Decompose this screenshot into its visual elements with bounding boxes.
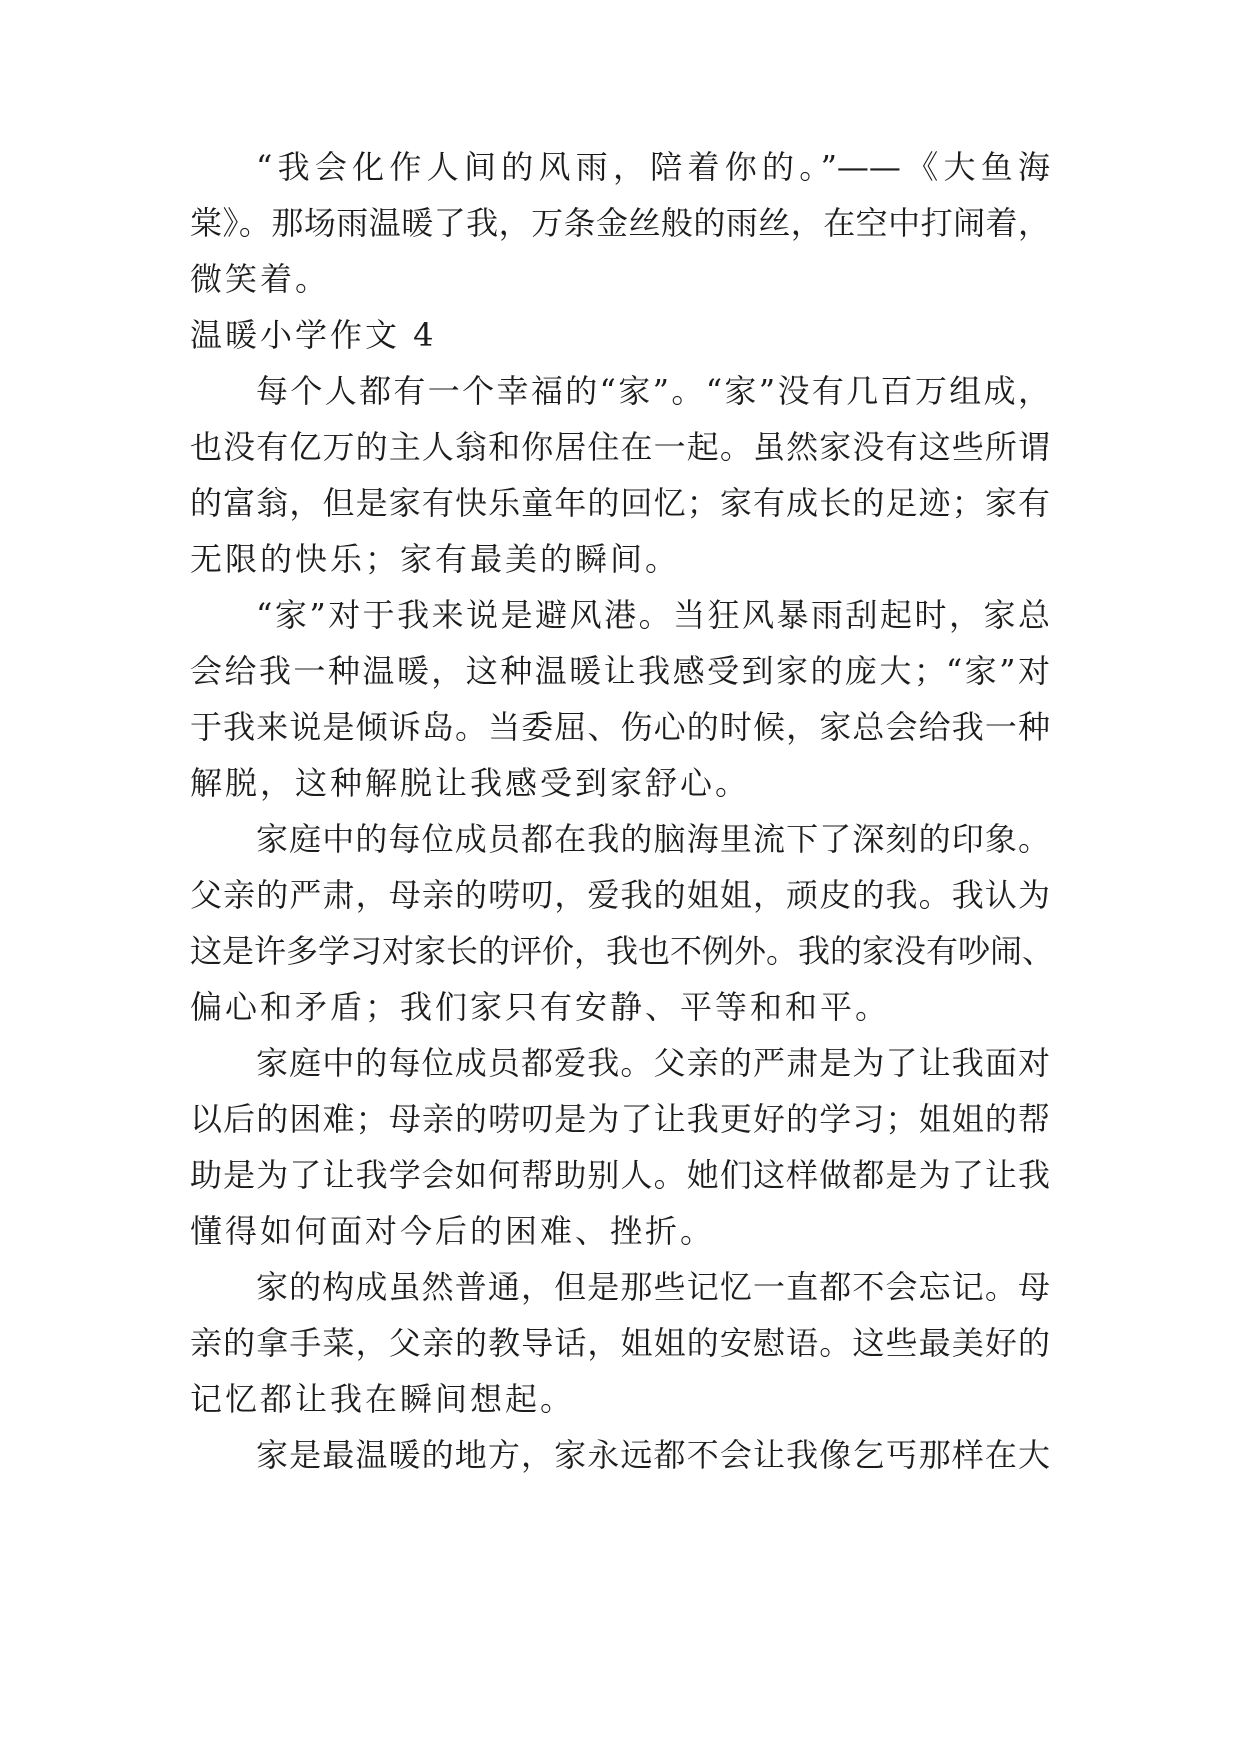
- paragraph-line: 家的构成虽然普通，但是那些记忆一直都不会忘记。母: [256, 1268, 1050, 1306]
- paragraph-line: 亲的拿手菜，父亲的教导话，姐姐的安慰语。这些最美好的: [190, 1324, 1050, 1362]
- paragraph-line: 记忆都让我在瞬间想起。: [190, 1380, 576, 1418]
- paragraph-line: 微笑着。: [190, 260, 331, 298]
- paragraph-line: 家是最温暖的地方，家永远都不会让我像乞丐那样在大: [256, 1436, 1050, 1474]
- paragraph-line: 家庭中的每位成员都在我的脑海里流下了深刻的印象。: [256, 820, 1050, 858]
- paragraph-line: “家”对于我来说是避风港。当狂风暴雨刮起时，家总: [256, 596, 1050, 634]
- paragraph-line: 以后的困难；母亲的唠叨是为了让我更好的学习；姐姐的帮: [190, 1100, 1050, 1138]
- paragraph-line: 解脱，这种解脱让我感受到家舒心。: [190, 764, 751, 802]
- paragraph-line: 无限的快乐；家有最美的瞬间。: [190, 540, 681, 578]
- paragraph-line: 的富翁，但是家有快乐童年的回忆；家有成长的足迹；家有: [190, 484, 1050, 522]
- paragraph-line: 棠》。那场雨温暖了我，万条金丝般的雨丝，在空中打闹着，: [190, 204, 1050, 242]
- paragraph-line: 助是为了让我学会如何帮助别人。她们这样做都是为了让我: [190, 1156, 1050, 1194]
- paragraph-line: 于我来说是倾诉岛。当委屈、伤心的时候，家总会给我一种: [190, 708, 1050, 746]
- paragraph-line: 这是许多学习对家长的评价，我也不例外。我的家没有吵闹、: [190, 932, 1055, 970]
- section-heading: 温暖小学作文 4: [190, 316, 437, 354]
- paragraph-line: 父亲的严肃，母亲的唠叨，爱我的姐姐，顽皮的我。我认为: [190, 876, 1050, 914]
- paragraph-line: 也没有亿万的主人翁和你居住在一起。虽然家没有这些所谓: [190, 428, 1050, 466]
- paragraph-line: 每个人都有一个幸福的“家”。“家”没有几百万组成，: [256, 372, 1050, 410]
- paragraph-line: 会给我一种温暖，这种温暖让我感受到家的庞大；“家”对: [190, 652, 1050, 690]
- paragraph-line: 家庭中的每位成员都爱我。父亲的严肃是为了让我面对: [256, 1044, 1050, 1082]
- paragraph-line: 偏心和矛盾；我们家只有安静、平等和和平。: [190, 988, 891, 1026]
- paragraph-line: 懂得如何面对今后的困难、挫折。: [190, 1212, 716, 1250]
- paragraph-line: “我会化作人间的风雨，陪着你的。”——《大鱼海: [256, 148, 1050, 186]
